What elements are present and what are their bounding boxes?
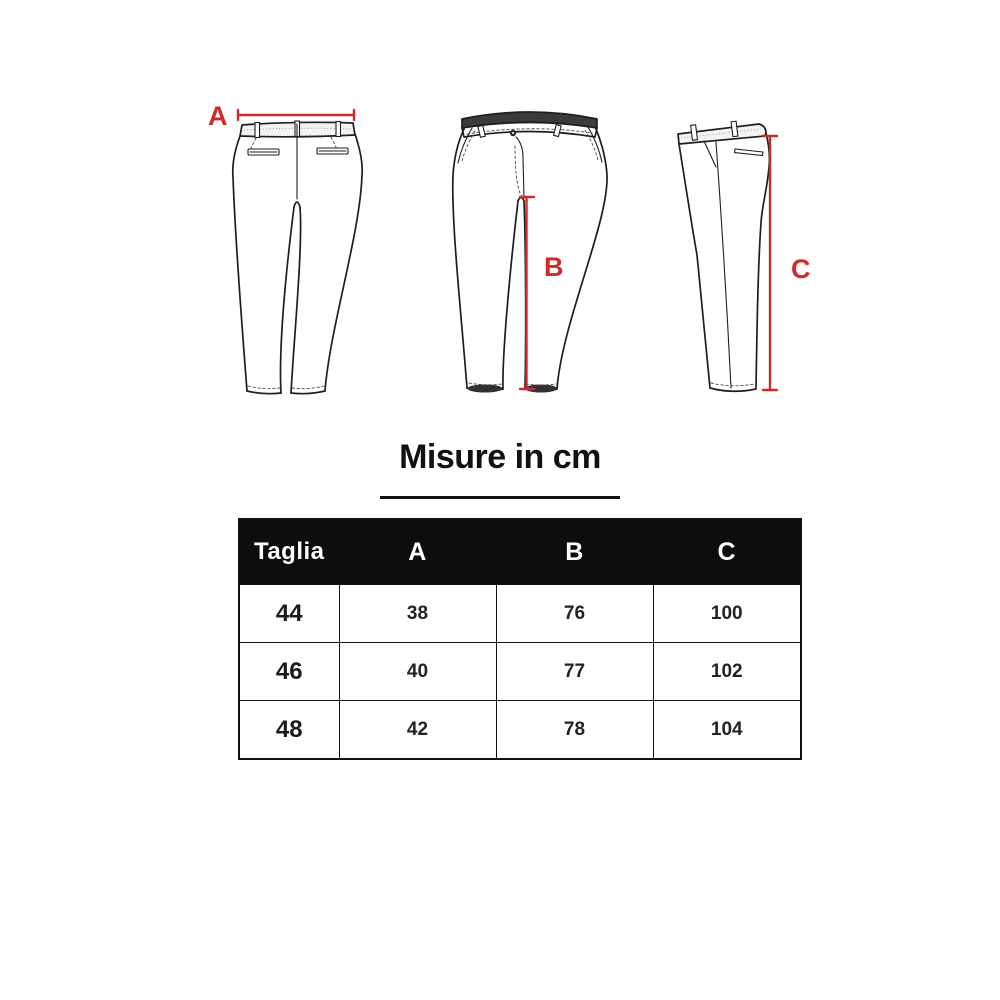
section-title-wrap — [0, 438, 1000, 477]
front-fly — [515, 137, 524, 199]
header-c: C — [653, 519, 801, 585]
size-46-c: 102 — [653, 643, 801, 701]
header-a: A — [339, 519, 496, 585]
pants-back-view-svg — [190, 85, 390, 415]
back-pockets — [248, 148, 348, 155]
size-46-a: 40 — [339, 643, 496, 701]
size-row-46 — [239, 643, 801, 701]
size-44: 44 — [239, 585, 339, 643]
pants-side-view-svg — [660, 105, 830, 415]
size-44-b: 76 — [496, 585, 653, 643]
header-b: B — [496, 519, 653, 585]
pants-side-view-diagram — [660, 105, 830, 415]
measure-label-c: C — [791, 254, 811, 284]
front-button — [510, 130, 516, 136]
pants-front-view-diagram — [440, 100, 620, 410]
size-48-c: 104 — [653, 701, 801, 760]
side-back-pocket — [735, 149, 764, 156]
size-44-c: 100 — [653, 585, 801, 643]
pants-front-view-svg — [440, 100, 620, 410]
size-46: 46 — [239, 643, 339, 701]
size-46-b: 77 — [496, 643, 653, 701]
side-body-outline — [679, 133, 769, 391]
size-48: 48 — [239, 701, 339, 760]
outseam-measure — [763, 136, 777, 390]
front-body-outline — [453, 129, 607, 391]
back-stitch-details — [248, 137, 336, 389]
size-48-b: 78 — [496, 701, 653, 760]
title-underline — [380, 496, 620, 499]
size-chart-title: Misure in cm — [399, 438, 601, 476]
measure-label-b: B — [544, 252, 564, 282]
size-48-a: 42 — [339, 701, 496, 760]
inseam-measure — [520, 197, 534, 389]
size-44-a: 38 — [339, 585, 496, 643]
size-table-header-row — [239, 519, 801, 585]
size-row-44 — [239, 585, 801, 643]
header-taglia: Taglia — [239, 519, 339, 585]
waist-width-measure — [238, 110, 354, 120]
pants-back-view-diagram — [190, 85, 390, 415]
size-row-48 — [239, 701, 801, 760]
measure-label-a: A — [208, 101, 228, 131]
front-hems — [468, 383, 558, 393]
size-table — [238, 518, 802, 760]
back-body-outline — [233, 124, 362, 394]
